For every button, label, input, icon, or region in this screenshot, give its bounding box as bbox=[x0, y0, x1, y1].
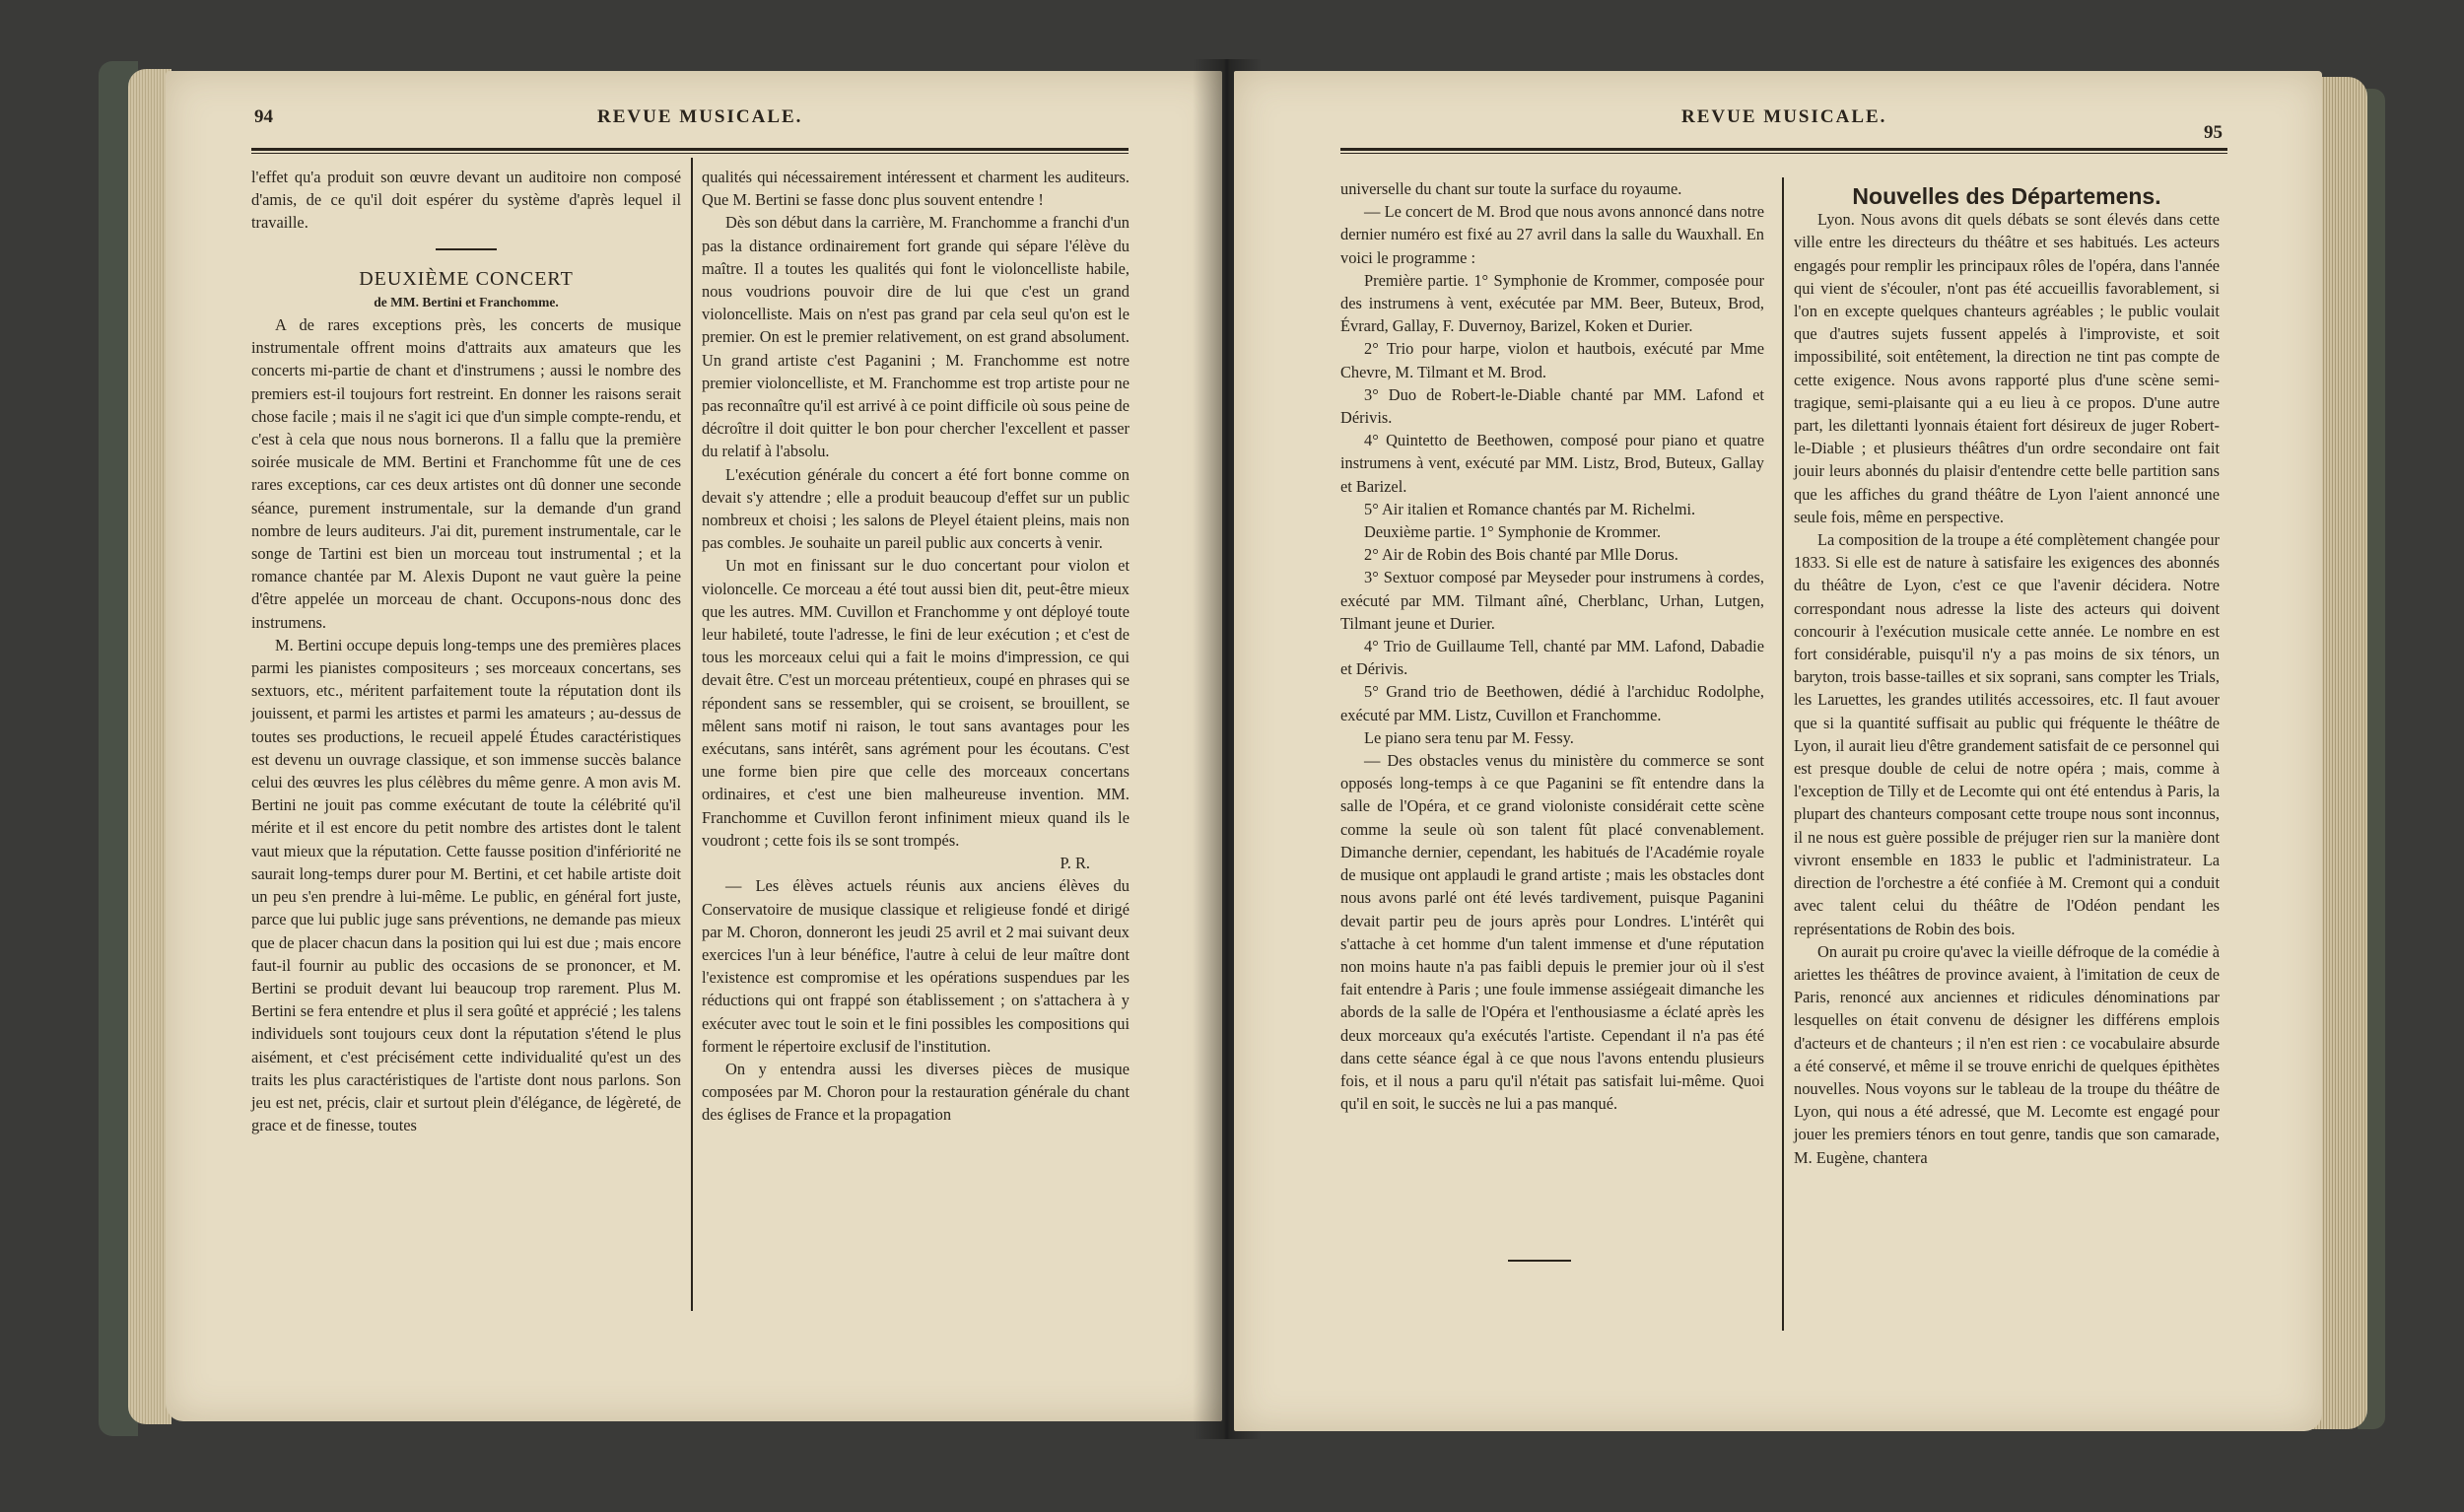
news-title: Nouvelles des Départemens. bbox=[1852, 183, 2161, 209]
left-running-head: REVUE MUSICALE. bbox=[597, 106, 803, 127]
paragraph: A de rares exceptions près, les concerts de musique instrumentale offrent moins d'attraits aux amateurs que les concerts mi-partie de chant et d'instrumens ; aussi le nombre des premiers est-il toujours fort restreint. En donner les raisons serait chose facile ; mais il ne s'agit ici que d'un simple compte-rendu, et c'est à cela que nous nous bornerons. Il a fallu que la première soirée musicale de MM. Bertini et Franchomme fût une de ces rares exceptions, car ces deux artistes ont dû donner une seconde séance, purement instrumentale, sur la demande d'un grand nombre de leurs auditeurs. J'ai dit, purement instrumentale, car le songe de Tartini est bien un morceau tout instrumental ; et la romance chantée par M. Alexis Dupont ne vaut guère la peine d'être appelée un morceau de chant. Occupons-nous donc des instrumens. bbox=[251, 315, 681, 632]
right-header-rule bbox=[1340, 148, 2227, 154]
program-item: 3° Duo de Robert-le-Diable chanté par MM. Lafond et Dérivis. bbox=[1340, 384, 1764, 428]
right-column-1 bbox=[1340, 177, 1764, 1115]
paragraph: On aurait pu croire qu'avec la vieille défroque de la comédie à ariettes les théâtres de province avaient, à l'imitation de ceux de Paris, renoncé aux anciennes et ridicules dénominations par lesquelles on était convenu de désigner les différens emplois d'acteurs et de chanteurs ; il n'en est rien : ce vocabulaire absurde a été conservé, et même il se trouve enrichi de quelques épithètes nouvelles. Nous voyons sur le tableau de la troupe du théâtre de Lyon, qui nous a été adressé, que M. Lecomte est engagé pour jouer les premiers ténors en tout genre, tandis que son camarade, M. Eugène, chantera bbox=[1794, 941, 2220, 1167]
paragraph: qualités qui nécessairement intéressent et charment les auditeurs. Que M. Bertini se fasse donc plus souvent entendre ! bbox=[702, 168, 1129, 210]
paragraph: — Le concert de M. Brod que nous avons annoncé dans notre dernier numéro est fixé au 27 avril dans la salle du Wauxhall. En voici le programme : bbox=[1340, 202, 1764, 267]
end-rule bbox=[1508, 1260, 1571, 1262]
program-item: 4° Quintetto de Beethowen, composé pour piano et quatre instrumens à vent, exécuté par MM. Listz, Brod, Buteux, Gallay et Barizel. bbox=[1340, 431, 1764, 496]
program-item: Première partie. 1° Symphonie de Krommer, composée pour des instrumens à vent, exécutée par MM. Beer, Buteux, Brod, Évrard, Gallay, F. Duvernoy, Barizel, Koken et Durier. bbox=[1340, 270, 1764, 336]
paragraph: On y entendra aussi les diverses pièces de musique composées par M. Choron pour la restauration générale du chant des églises de France et la propagation bbox=[702, 1059, 1129, 1125]
right-running-head: REVUE MUSICALE. bbox=[1681, 106, 1887, 127]
paragraph: M. Bertini occupe depuis long-temps une des premières places parmi les pianistes compositeurs ; ses morceaux concertans, ses sextuors, etc., méritent parfaitement toute la réputation dont ils jouissent, et parmi les artistes et parmi les amateurs ; au-dessus de toutes ses productions, le recueil appelé Études caractéristiques est devenu un ouvrage classique, et son immense succès balance celui des œuvres les plus célèbres du même genre. A mon avis M. Bertini ne jouit pas comme exécutant de toute la célébrité qu'il mérite et il est encore du petit nombre des artistes dont le talent vaut mieux que la réputation. Cette fausse position d'infériorité ne saurait long-temps durer pour M. Bertini, et cet habile artiste doit un peu s'en prendre à lui-même. Le public, en général fort juste, parce que lui public juge sans préventions, ne demande pas mieux que de placer chacun dans la position qui lui est due ; mais encore faut-il fournir au public des occasions de se prononcer, et M. Bertini se produit devant lui beaucoup trop rarement. Plus M. Bertini se fera entendre et plus il sera goûté et apprécié ; les talens individuels sont toujours ceux dont la réputation s'étend le plus aisément, et c'est précisément cette individualité qu'est un des traits les plus caractéristiques de l'artiste dont nous parlons. Son jeu est net, précis, clair et surtout plein d'élégance, de légèreté, de grace et de finesse, toutes bbox=[251, 635, 681, 1135]
right-column-divider bbox=[1782, 177, 1784, 1331]
left-column-divider bbox=[691, 158, 693, 1311]
continued-text: l'effet qu'a produit son œuvre devant un auditoire non composé d'amis, de ce qu'il doit espérer du système d'après lequel il travaille. bbox=[251, 168, 681, 233]
section-rule bbox=[436, 248, 497, 250]
program-item: 3° Sextuor composé par Meyseder pour instrumens à cordes, exécuté par MM. Tilmant aîné, Cherblanc, Urhan, Lutgen, Tilmant jeune et Durier. bbox=[1340, 568, 1764, 633]
program-item: 5° Grand trio de Beethowen, dédié à l'archiduc Rodolphe, exécuté par MM. Listz, Cuvillon et Franchomme. bbox=[1340, 682, 1764, 724]
signature: P. R. bbox=[1060, 854, 1090, 873]
right-page-number: 95 bbox=[2204, 122, 2223, 143]
continued-text: universelle du chant sur toute la surface du royaume. bbox=[1340, 179, 1682, 198]
program-item: Deuxième partie. 1° Symphonie de Krommer. bbox=[1364, 522, 1662, 542]
left-header-rule bbox=[251, 148, 1129, 154]
paragraph: La composition de la troupe a été complètement changée pour 1833. Si elle est de nature à satisfaire les exigences des abonnés du théâtre de Lyon, c'est ce que l'avenir décidera. Notre correspondant nous adresse la liste des acteurs qui doivent concourir à l'exécution musicale cette année. Le nombre en est fort considérable, puisqu'il n'y a pas moins de six ténors, un baryton, trois basse-tailles et six soprani, sans compter les Trials, les Laruettes, les grandes utilités accessoires, etc. Il faut avouer que si la quantité suffisait au public qui fréquente le théâtre de Lyon, il aurait lieu d'être grandement satisfait de ce personnel qui est presque double de celui de notre opéra ; mais, comme à l'exception de Tilly et de Lecomte qui ont été entendus à Paris, la plupart des chanteurs composant cette troupe nous sont inconnus, il ne nous est guère possible de préjuger rien sur la manière dont vivront ensemble en 1833 le public et l'administrateur. La direction de l'orchestre a été confiée à M. Cremont qui a conduit avec talent celui du théâtre de l'Odéon pendant les représentations de Robin des bois. bbox=[1794, 530, 2220, 938]
right-column-2 bbox=[1794, 185, 2220, 1169]
left-column-1 bbox=[251, 166, 681, 1136]
paragraph: Un mot en finissant sur le duo concertant pour violon et violoncelle. Ce morceau a été tout aussi bien dit, peut-être mieux que les autres. MM. Cuvillon et Franchomme y ont déployé toute leur habileté, toute l'adresse, le fini de leur exécution ; et c'est de tous les morceaux celui qui a fait le moins d'impression, ce qui devait être. C'est un morceau prétentieux, coupé en phrases qui se répondent sans se ressembler, qui se croisent, se brouillent, se mêlent sans motif ni raison, le tout sans avantages pour les exécutans, sans intérêt, sans agrément pour les écoutans. C'est une forme bien pire que celle des morceaux concertans ordinaires, et c'est une bien malheureuse invention. MM. Franchomme et Cuvillon feront infiniment mieux quand ils le voudront ; cette fois ils se sont trompés. bbox=[702, 556, 1129, 850]
program-item: 2° Air de Robin des Bois chanté par Mlle Dorus. bbox=[1364, 545, 1678, 565]
program-item: 2° Trio pour harpe, violon et hautbois, exécuté par Mme Chevre, M. Tilmant et M. Brod. bbox=[1340, 339, 1764, 381]
left-page-number: 94 bbox=[254, 106, 273, 127]
program-item: 4° Trio de Guillaume Tell, chanté par MM. Lafond, Dabadie et Dérivis. bbox=[1340, 637, 1764, 679]
paragraph: — Des obstacles venus du ministère du commerce se sont opposés long-temps à ce que Paganini se fît entendre dans la salle de l'Opéra, et ce grand violoniste considérait cette scène comme la seule où son talent fût placé convenablement. Dimanche dernier, cependant, les habitués de l'Académie royale de musique ont applaudi le grand artiste ; mais les obstacles dont nous avons parlé ont été levés tardivement, puisque Paganini devait partir peu de jours après pour Londres. L'intérêt qui s'attache à cet homme d'un talent immense et d'une réputation non moins haute n'a pas faibli depuis le premier jour où il s'est fait entendre à Paris ; une foule immense assiégeait dimanche les abords de la salle de l'Opéra et l'enthousiasme a éclaté après les deux morceaux qu'a exécutés l'artiste. Cependant il n'a pas été dans cette séance égal à ce que nous l'avons entendu plusieurs fois, et il nous a paru qu'il n'était pas satisfait lui-même. Quoi qu'il en soit, le succès ne lui a pas manqué. bbox=[1340, 751, 1764, 1114]
concert-subtitle: de MM. Bertini et Franchomme. bbox=[374, 294, 559, 309]
paragraph: — Les élèves actuels réunis aux anciens élèves du Conservatoire de musique classique et religieuse fondé et dirigé par M. Choron, donneront les jeudi 25 avril et 2 mai suivant deux exercices l'un à leur bénéfice, l'autre à celui de leur maître dont l'existence est compromise et les opérations suspendues par les réductions qui ont frappé son établissement ; on s'attachera à y exécuter avec tout le soin et le fini possibles les compositions qui forment le répertoire exclusif de l'institution. bbox=[702, 876, 1129, 1056]
paragraph: L'exécution générale du concert a été fort bonne comme on devait s'y attendre ; elle a produit beaucoup d'effet sur un public nombreux et choisi ; les salons de Pleyel étaient pleins, mais non pas combles. Je souhaite un pareil public aux concerts à venir. bbox=[702, 464, 1129, 553]
paragraph: Lyon. Nous avons dit quels débats se sont élevés dans cette ville entre les directeurs du théâtre et ses habitués. Les acteurs engagés pour remplir les principaux rôles de l'opéra, dans l'année qui vient de s'écouler, n'ont pas été accueillis favorablement, si l'on en excepte quelques chanteurs agréables ; le public voulait que d'autres sujets fussent appelés à l'improviste, et soit impossibilité, soit entêtement, la direction ne tint pas compte de cette exigence. Nous avons rapporté plus d'une scène semi-tragique, semi-plaisante qui a eu lieu à ce propos. D'une autre part, les dilettanti lyonnais étaient fort désireux de juger Robert-le-Diable ; et plusieurs théâtres d'un ordre secondaire ont fait jouir leurs abonnés du plaisir d'entendre cette belle partition sans que les affiches du grand théâtre de Lyon l'aient annoncé une seule fois, même en perspective. bbox=[1794, 210, 2220, 526]
left-column-2 bbox=[702, 166, 1129, 1127]
concert-title: DEUXIÈME CONCERT bbox=[359, 267, 574, 290]
paragraph: Dès son début dans la carrière, M. Franchomme a franchi d'un pas la distance ordinairement fort grande qui sépare l'élève du maître. Il a toutes les qualités qui font le violoncelliste habile, nous voudrions pouvoir dire de lui que c'est un grand violoncelliste. Mais on n'est pas grand par cela seul qu'on est le premier. On est le premier relativement, on est grand absolument. Un grand artiste c'est Paganini ; M. Franchomme est notre premier violoncelliste, et M. Franchomme est trop artiste pour ne pas reconnaître qu'il est arrivé à ce point difficile où sous peine de décroître il doit quitter le bon pour chercher l'excellent et passer du relatif à l'absolu. bbox=[702, 213, 1129, 461]
program-item: 5° Air italien et Romance chantés par M. Richelmi. bbox=[1364, 499, 1696, 518]
program-item: Le piano sera tenu par M. Fessy. bbox=[1364, 727, 1574, 747]
